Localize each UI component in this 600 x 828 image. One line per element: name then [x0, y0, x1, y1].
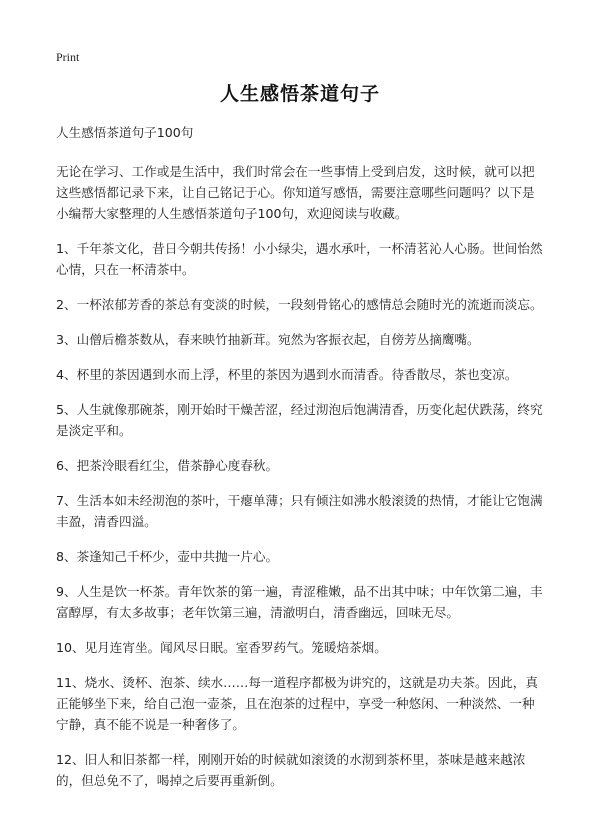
list-item: 4、杯里的茶因遇到水而上浮，杯里的茶因为遇到水而清香。待香散尽，茶也变凉。 — [56, 367, 518, 382]
list-item: 7、生活本如未经沏泡的茶叶，干瘪单薄；只有倾注如沸水般滚烫的热情，才能让它饱满丰盈，清香四溢。 — [56, 493, 543, 529]
subtitle: 人生感悟茶道句子100句 — [56, 125, 194, 140]
list-item: 10、见月连宵坐。闻风尽日眠。室香罗药气。笼暖焙茶烟。 — [56, 640, 387, 655]
list-item: 9、人生是饮一杯茶。青年饮茶的第一遍，青涩稚嫩，品不出其中味；中年饮第二遍，丰富醇厚，有太多故事；老年饮第三遍，清澈明白，清香幽远，回味无尽。 — [56, 584, 543, 620]
intro-paragraph: 无论在学习、工作或是生活中，我们时常会在一些事情上受到启发，这时候，就可以把这些感悟都记录下来，让自己铭记于心。你知道写感悟，需要注意哪些问题吗？以下是小编帮大家整理的人生感悟茶道句子100句，欢迎阅读与收藏。 — [56, 164, 535, 221]
list-item: 6、把茶泠眼看红尘，借茶静心度春秋。 — [56, 458, 279, 473]
list-item: 3、山僧后檐茶数从，春来映竹抽新茸。宛然为客振衣起，自傍芳丛摘鹰嘴。 — [56, 332, 480, 347]
list-item: 2、一杯浓郁芳香的茶总有变淡的时候，一段刻骨铭心的感情总会随时光的流逝而淡忘。 — [56, 297, 543, 312]
page-title: 人生感悟茶道句子 — [219, 83, 380, 105]
list-item: 8、茶逢知己千杯少，壶中共抛一片心。 — [56, 549, 279, 564]
list-item: 11、烧水、烫杯、泡茶、续水……每一道程序都极为讲究的，这就是功夫茶。因此，真正能够坐下来，给自己泡一壶茶，且在泡茶的过程中，享受一种悠闲、一种淡然、一种宁静，真不能不说是一种奢侈了。 — [56, 675, 538, 732]
list-item: 1、千年茶文化，昔日今朝共传扬！小小绿尖，遇水承叶，一杯清茗沁人心肠。世间怡然心情，只在一杯清茶中。 — [56, 241, 543, 277]
list-item: 12、旧人和旧茶都一样，刚刚开始的时候就如滚烫的水沏到茶杯里，茶味是越来越浓的，但总免不了，喝掉之后要再重新倒。 — [56, 752, 526, 788]
print-link[interactable]: Print — [56, 50, 80, 64]
list-item: 5、人生就像那碗茶，刚开始时干燥苦涩，经过沏泡后饱满清香，历变化起伏跌荡，终究是淡定平和。 — [56, 402, 543, 438]
